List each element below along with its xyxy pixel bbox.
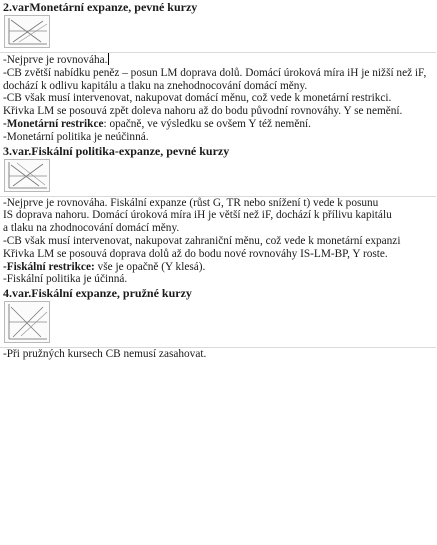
paragraph: a tlaku na zhodnocování domácí měny. — [3, 222, 180, 235]
bold-term: -Monetární restrikce — [3, 117, 104, 130]
is-lm-bp-diagram-icon — [4, 159, 50, 192]
is-lm-bp-diagram-icon — [4, 301, 50, 343]
paragraph — [3, 53, 433, 67]
paragraph: -CB však musí intervenovat, nakupovat domácí měnu, což vede k monetární restrikci. — [3, 92, 392, 105]
section-monetary-expansion — [3, 0, 433, 144]
paragraph — [3, 261, 433, 274]
paragraph — [3, 118, 433, 131]
paragraph: -CB však musí intervenovat, nakupovat zahraniční měnu, což vede k monetární expanzi — [3, 234, 401, 247]
paragraph: -Fiskální politika je účinná. — [3, 273, 128, 286]
bold-term: -Fiskální restrikce: — [3, 260, 95, 273]
section-heading: 4.var.Fiskální expanze, pružné kurzy — [3, 286, 192, 301]
section-heading: 2.varMonetární expanze, pevné kurzy — [3, 0, 198, 14]
paragraph: -Monetární politika je neúčinná. — [3, 130, 149, 143]
paragraph: Křivka LM se posouvá zpět doleva nahoru až do bodu původní rovnováhy. Y se nemění. — [3, 105, 403, 118]
paragraph: -CB zvětší nabídku peněz – posun LM doprava dolů. Domácí úroková míra iH je nižší než iF, dochází k odlivu kapitálu a tlaku na znehodnocování domácí měny. — [3, 66, 427, 92]
section-heading: 3.var.Fiskální politika-expanze, pevné kurzy — [3, 143, 230, 158]
section-fiscal-fixed — [3, 144, 433, 287]
paragraph: -Při pružných kursech CB nemusí zasahovat. — [3, 348, 207, 361]
paragraph-text: vše je opačně (Y klesá). — [94, 260, 206, 273]
document-page — [3, 0, 433, 361]
is-lm-bp-diagram-icon — [4, 15, 50, 48]
paragraph-text: -Nejprve je rovnováha. — [3, 54, 108, 66]
section-fiscal-flexible — [3, 286, 433, 361]
paragraph: -Nejprve je rovnováha. Fiskální expanze (růst G, TR nebo snížení t) vede k posunu — [3, 196, 379, 209]
paragraph-text: : opačně, ve výsledku se ovšem Y též nemění. — [103, 117, 311, 130]
paragraph: Křivka LM se posouvá doprava dolů až do bodu nové rovnováhy IS-LM-BP, Y roste. — [3, 247, 388, 260]
paragraph: IS doprava nahoru. Domácí úroková míra iH je větší než iF, dochází k přílivu kapitálu — [3, 209, 392, 222]
text-cursor — [108, 53, 109, 65]
